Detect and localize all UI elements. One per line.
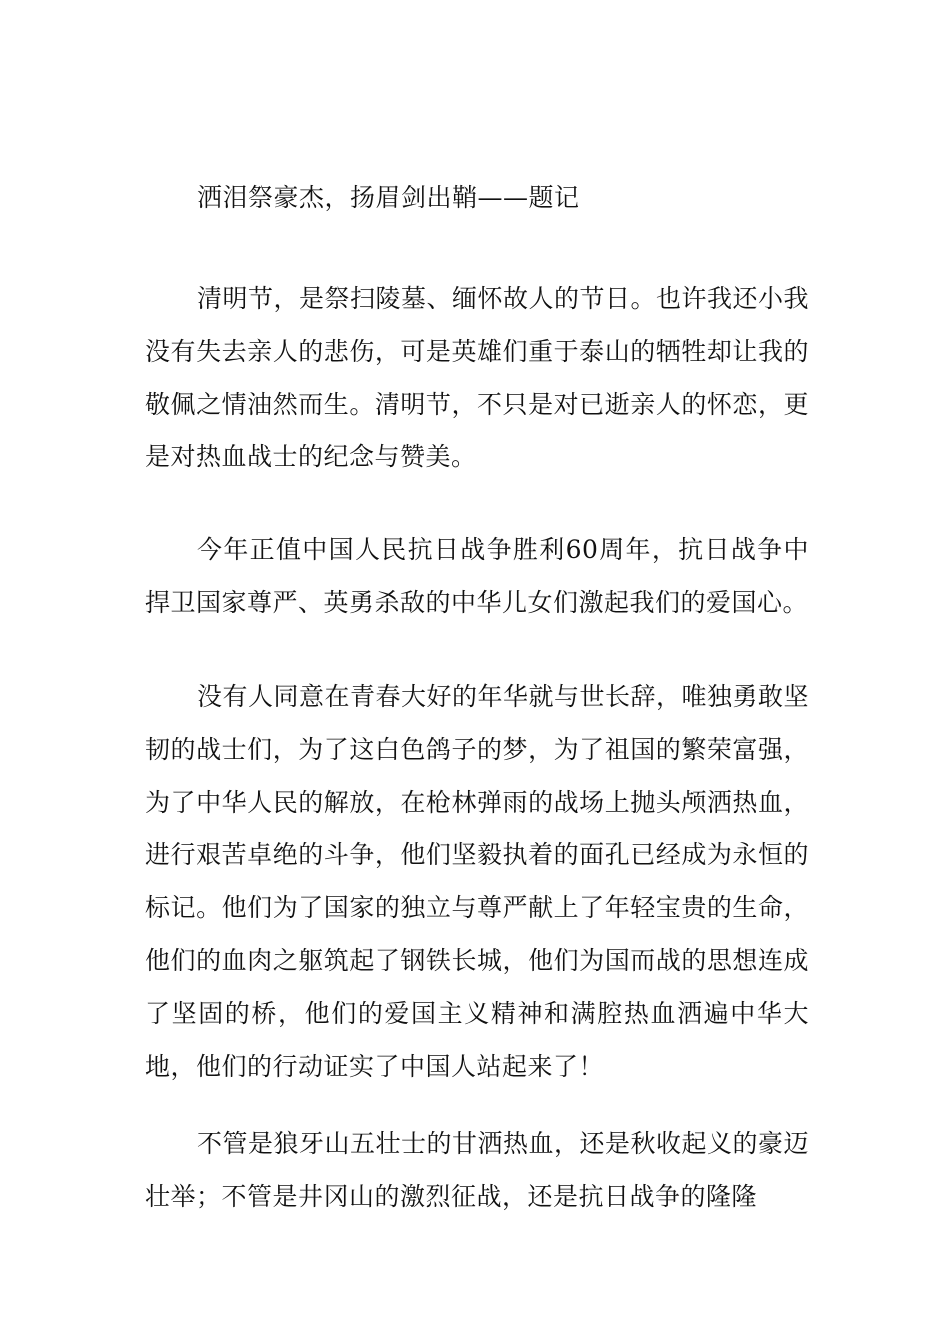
paragraph-2: 今年正值中国人民抗日战争胜利60周年，抗日战争中捍卫国家尊严、英勇杀敌的中华儿女们激起我们的爱国心。 [145, 535, 809, 617]
paragraph-3: 没有人同意在青春大好的年华就与世长辞，唯独勇敢坚韧的战士们，为了这白色鸽子的梦，为了祖国的繁荣富强，为了中华人民的解放，在枪林弹雨的战场上抛头颅洒热血，进行艰苦卓绝的斗争，他们坚毅执着的面孔已经成为永恒的标记。他们为了国家的独立与尊严献上了年轻宝贵的生命，他们的血肉之躯筑起了钢铁长城，他们为国而战的思想连成了坚固的桥，他们的爱国主义精神和满腔热血洒遍中华大地，他们的行动证实了中国人站起来了！ [145, 682, 810, 1081]
epigraph: 洒泪祭豪杰，扬眉剑出鞘——题记 [197, 183, 580, 212]
paragraph-1: 清明节，是祭扫陵墓、缅怀故人的节日。也许我还小我没有失去亲人的悲伤，可是英雄们重于泰山的牺牲却让我的敬佩之情油然而生。清明节，不只是对已逝亲人的怀恋，更是对热血战士的纪念与赞美。 [145, 284, 810, 472]
paragraph-4: 不管是狼牙山五壮士的甘洒热血，还是秋收起义的豪迈壮举；不管是井冈山的激烈征战，还是抗日战争的隆隆 [145, 1129, 810, 1211]
